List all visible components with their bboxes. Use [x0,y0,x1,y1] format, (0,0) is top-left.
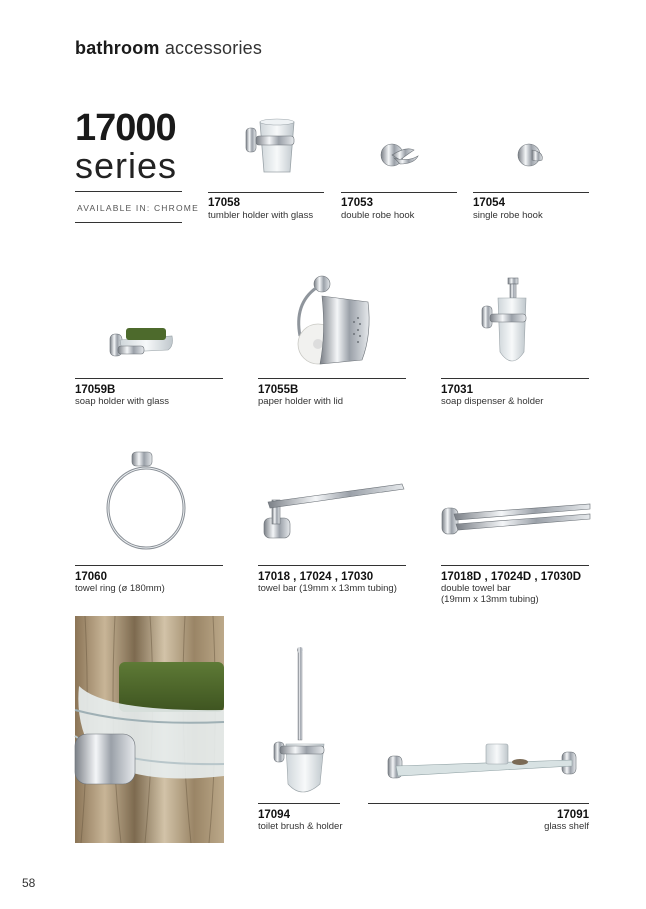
divider [208,192,324,193]
single-robe-hook-image [516,140,546,170]
divider [258,378,406,379]
product-description: towel bar (19mm x 13mm tubing) [258,583,397,594]
product-code: 17018D , 17024D , 17030D [441,571,582,583]
lifestyle-photo [75,616,224,843]
product-description-line2: (19mm x 13mm tubing) [441,594,539,605]
divider [258,565,406,566]
tumbler-holder-image [244,116,300,180]
product-description: double towel bar [441,583,511,594]
product-description: double robe hook [341,210,415,221]
page-number: 58 [22,876,36,890]
product-code: 17094 [258,809,290,821]
product-description: tumbler holder with glass [208,210,314,221]
product-description: soap dispenser & holder [441,396,544,407]
product-code: 17053 [341,197,373,209]
glass-shelf-image [386,744,578,784]
product-description: single robe hook [473,210,543,221]
divider [75,565,223,566]
divider [258,803,340,804]
divider [441,565,589,566]
soap-dispenser-image [478,278,530,368]
availability-note: AVAILABLE IN: CHROME [77,203,199,213]
page-header [75,38,262,59]
towel-bar-image [262,480,408,546]
series-word: series [75,145,178,186]
divider [75,378,223,379]
product-description: toilet brush & holder [258,821,343,832]
product-description: towel ring (ø 180mm) [75,583,165,594]
header-light: accessories [164,38,263,58]
divider [75,222,182,223]
product-code: 17055B [258,384,299,396]
product-code: 17060 [75,571,107,583]
product-description: glass shelf [544,821,589,832]
divider [441,378,589,379]
product-code: 17054 [473,197,505,209]
soap-holder-image [108,324,178,360]
toilet-brush-image [272,648,328,798]
product-code: 17091 [557,809,589,821]
divider [341,192,457,193]
product-description: paper holder with lid [258,396,344,407]
divider [75,191,182,192]
product-description: soap holder with glass [75,396,169,407]
paper-holder-image [292,274,374,366]
product-code: 17018 , 17024 , 17030 [258,571,374,583]
product-code: 17059B [75,384,116,396]
double-robe-hook-image [380,140,420,170]
towel-ring-image [104,448,190,552]
double-towel-bar-image [440,498,592,540]
divider [368,803,589,804]
divider [473,192,589,193]
product-code: 17058 [208,197,240,209]
header-bold: bathroom [75,38,160,58]
series-number: 17000 [75,107,176,149]
product-code: 17031 [441,384,473,396]
